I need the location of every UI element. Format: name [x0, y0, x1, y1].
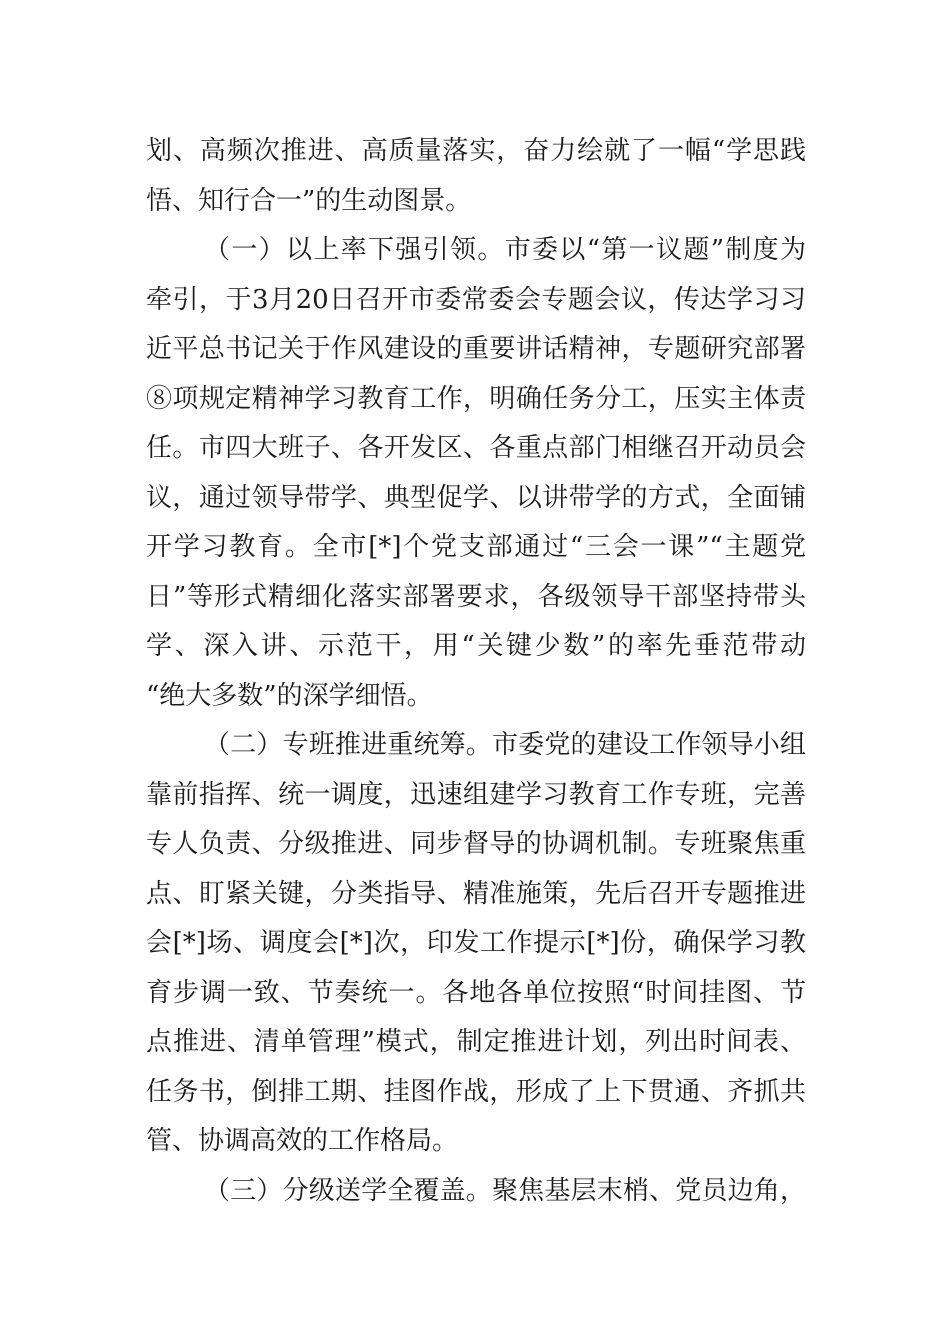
text-line: 划、高频次推进、高质量落实，奋力绘就了一幅“学思践 [146, 136, 806, 166]
text-line: ⑧项规定精神学习教育工作，明确任务分工，压实主体责 [146, 383, 806, 414]
text-line: 悟、知行合一”的生动图景。 [146, 185, 472, 216]
text-line: “绝大多数”的深学细悟。 [146, 680, 433, 711]
text-line: 点、盯紧关键，分类指导、精准施策，先后召开专题推进 [146, 878, 806, 909]
text-line: 学、深入讲、示范干，用“关键少数”的率先垂范带动 [146, 631, 806, 661]
text-line: 议，通过领导带学、典型促学、以讲带学的方式，全面铺 [146, 482, 806, 513]
text-line: （三）分级送学全覆盖。聚焦基层末梢、党员边角， [204, 1175, 806, 1206]
text-line: 专人负责、分级推进、同步督导的协调机制。专班聚焦重 [146, 829, 806, 859]
body-text [146, 127, 806, 1216]
text-line: 会[*]场、调度会[*]次，印发工作提示[*]份，确保学习教 [146, 928, 806, 958]
text-line: 靠前指挥、统一调度，迅速组建学习教育工作专班，完善 [146, 779, 806, 810]
text-line: （一）以上率下强引领。市委以“第一议题”制度为 [204, 235, 806, 265]
text-line: 育步调一致、节奏统一。各地各单位按照“时间挂图、节 [146, 977, 806, 1008]
text-line: 任。市四大班子、各开发区、各重点部门相继召开动员会 [146, 433, 806, 463]
text-line: 近平总书记关于作风建设的重要讲话精神，专题研究部署 [146, 334, 806, 364]
text-line: 点推进、清单管理”模式，制定推进计划，列出时间表、 [146, 1027, 806, 1057]
text-line: 日”等形式精细化落实部署要求，各级领导干部坚持带头 [146, 581, 806, 612]
text-line: 管、协调高效的工作格局。 [146, 1126, 459, 1156]
text-line: 开学习教育。全市[*]个党支部通过“三会一课”“主题党 [146, 532, 806, 562]
text-line: 牵引，于3月20日召开市委常委会专题会议，传达学习习 [146, 284, 806, 315]
text-line: （二）专班推进重统筹。市委党的建设工作领导小组 [204, 730, 806, 760]
text-line: 任务书，倒排工期、挂图作战，形成了上下贯通、齐抓共 [146, 1076, 806, 1107]
